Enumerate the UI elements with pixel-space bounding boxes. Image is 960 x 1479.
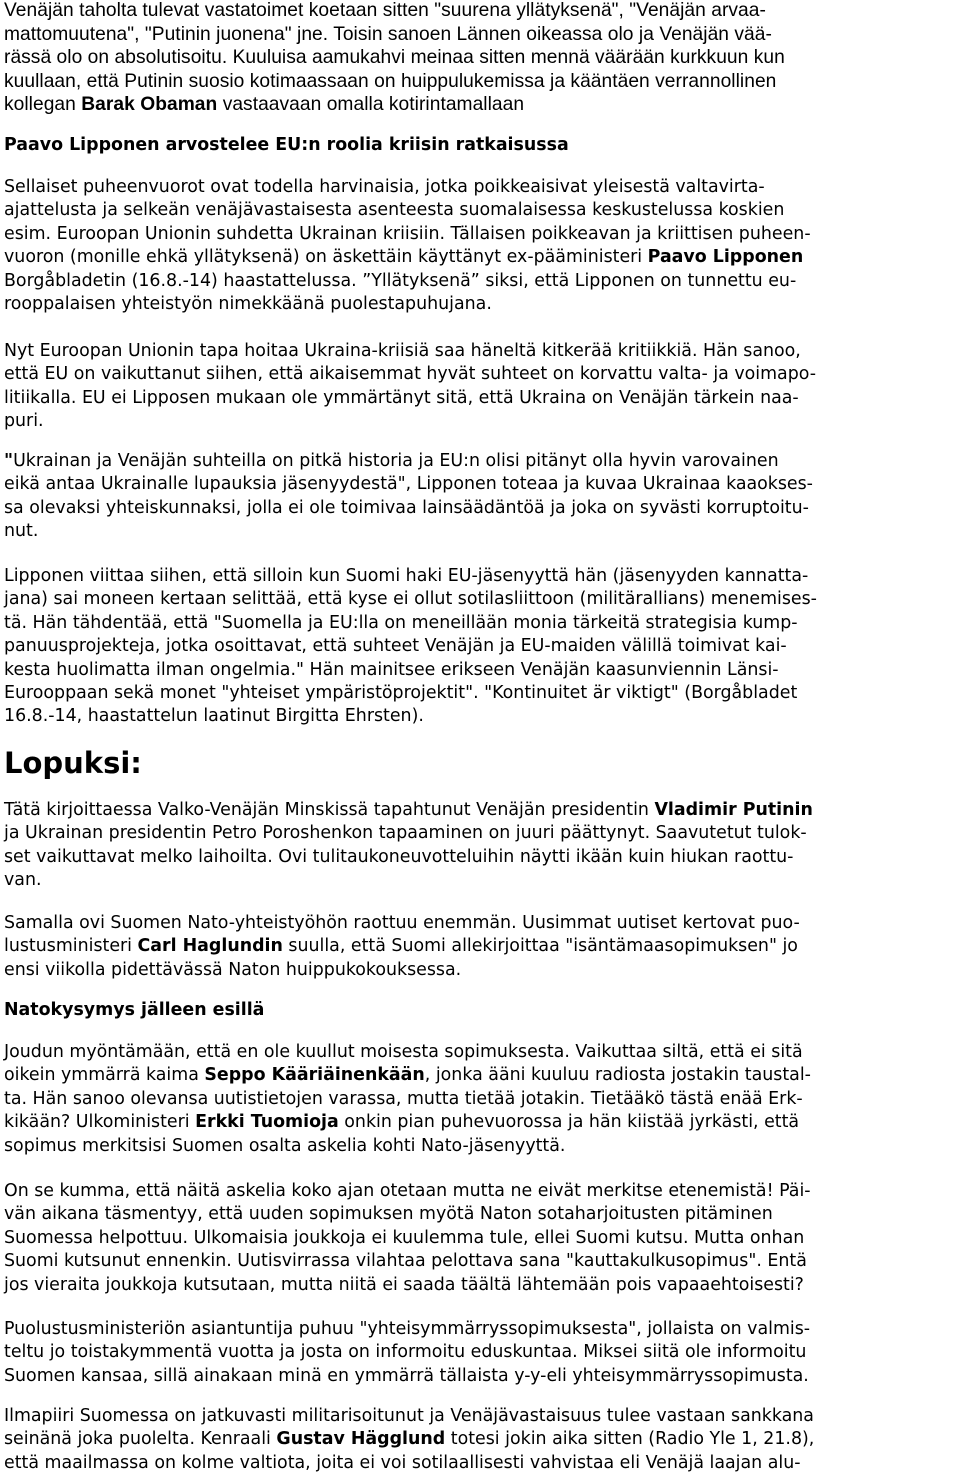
text-run: Lipponen viittaa siihen, että silloin kun Suomi haki EU-jäsenyyttä hän (jäsenyyden kannatta- (4, 566, 809, 586)
text-run: totesi jokin aika sitten (Radio Yle 1, 21.8), (445, 1429, 815, 1450)
text-line (4, 1111, 811, 1134)
text-line (4, 799, 813, 822)
section-heading-lopuksi: Lopuksi: (4, 746, 142, 780)
text-run: Suomen kansaa, sillä ainakaan minä en ymmärrä tällaista y-y-eli yhteisymmärryssopimusta. (4, 1365, 809, 1386)
text-line (4, 1180, 811, 1203)
text-run: ajattelusta ja selkeän venäjävastaisesta asenteesta suomalaisessa keskustelussa koskien (4, 200, 785, 221)
text-line (4, 1365, 810, 1388)
text-line (4, 935, 800, 958)
bold-name: " (4, 451, 14, 471)
text-line (4, 1405, 814, 1428)
text-run: nut. (4, 521, 39, 542)
text-line (4, 565, 817, 588)
text-run: rooppalaisen yhteistyön nimekkäänä puolestapuhujana. (4, 293, 492, 314)
text-line (4, 387, 816, 410)
text-run: litiikalla. EU ei Lipposen mukaan ole ymmärtänyt sitä, että Ukraina on Venäjän tärkein naa- (4, 387, 799, 408)
text-line (4, 70, 785, 94)
text-run: ta. Hän sanoo olevansa uutistietojen varassa, mutta tietää jotakin. Tietääkö tästä enää Erk- (4, 1088, 803, 1109)
text-line (4, 659, 817, 682)
text-line (4, 1135, 811, 1158)
paragraph-host-nation-agreement (4, 1041, 811, 1158)
text-line (4, 588, 817, 611)
text-line (4, 612, 817, 635)
text-line (4, 176, 811, 199)
text-run: sa olevaksi yhteiskunnaksi, jolla ei ole toimivaa lainsäädäntöä ja joka on syvästi korruptoitu- (4, 497, 809, 518)
text-line (4, 1428, 814, 1451)
text-run: kollegan (4, 94, 82, 116)
text-run: oikein ymmärrä kaima (4, 1065, 205, 1086)
text-run: suulla, että Suomi allekirjoittaa "isäntämaasopimuksen" jo (282, 936, 798, 957)
text-run: kuullaan, että Putinin suosio kotimaassaan on huippulukemissa ja kääntäen verrannollinen (4, 70, 777, 92)
bold-name: Seppo Kääriäinenkään (204, 1065, 425, 1086)
text-line (4, 1088, 811, 1111)
paragraph-militarization (4, 1405, 814, 1475)
text-run: sopimus merkitsisi Suomen osalta askelia kohti Nato-jäsenyyttä. (4, 1135, 566, 1156)
text-run: 16.8.-14, haastattelun laatinut Birgitta Ehrsten). (4, 706, 424, 727)
bold-name: Barak Obaman (81, 94, 218, 116)
lead-paragraph (4, 0, 785, 117)
text-line (4, 0, 785, 23)
text-line (4, 1274, 811, 1297)
text-run: eikä antaa Ukrainalle lupauksia jäsenyydestä", Lipponen toteaa ja kuvaa Ukrainaa kaaokses- (4, 474, 813, 495)
text-run: Borgåbladetin (16.8.-14) haastattelussa. ”Yllätyksenä” siksi, että Lipponen on tunnettu eu- (4, 270, 797, 291)
text-run: jos vieraita joukkoja kutsutaan, mutta niitä ei saada täältä lähtemään pois vapaaehtoisesti? (4, 1274, 804, 1295)
text-line (4, 93, 785, 117)
text-run: Suomessa helpottuu. Ulkomaisia joukkoja ei kuulemma tule, ellei Suomi kutsu. Mutta onhan (4, 1227, 805, 1248)
text-line (4, 1341, 810, 1364)
text-run: ensi viikolla pidettävässä Naton huippukokouksessa. (4, 959, 462, 980)
text-run: On se kumma, että näitä askelia koko ajan otetaan mutta ne eivät merkitse etenemistä! Päi- (4, 1181, 811, 1201)
text-line (4, 520, 813, 543)
text-line (4, 270, 811, 293)
text-line (4, 450, 813, 473)
text-run: panuusprojekteja, jotka osoittavat, että suhteet Venäjän ja EU-maiden välillä toimivat kai- (4, 636, 787, 657)
text-run: tä. Hän tähdentää, että "Suomella ja EU:lla on meneillään monia tärkeitä strategisia kump- (4, 612, 798, 633)
text-run: Sellaiset puheenvuorot ovat todella harvinaisia, jotka poikkeaisivat yleisestä valtavirta- (4, 177, 765, 197)
section-heading-natokysymys: Natokysymys jälleen esillä (4, 1000, 265, 1020)
text-line (4, 1064, 811, 1087)
paragraph-minsk-meeting (4, 799, 813, 893)
text-line (4, 1041, 811, 1064)
text-run: van. (4, 870, 42, 891)
text-line (4, 1318, 810, 1341)
bold-name: Gustav Hägglund (276, 1429, 446, 1450)
text-run: Suomi kutsunut ennenkin. Uutisvirrassa vilahtaa pelottava sana "kauttakulkusopimus". Entä (4, 1251, 807, 1272)
text-run: Tätä kirjoittaessa Valko-Venäjän Minskissä tapahtunut Venäjän presidentin (4, 800, 655, 820)
text-run: lustusministeri (4, 936, 138, 957)
text-run: Joudun myöntämään, että en ole kuullut moisesta sopimuksesta. Vaikuttaa siltä, että ei sitä (4, 1042, 803, 1062)
text-line (4, 340, 816, 363)
text-run: seinänä joka puolelta. Kenraali (4, 1429, 277, 1450)
text-run: set vaikuttavat melko laihoilta. Ovi tulitaukoneuvotteluihin näytti ikään kuin hiukan raottu- (4, 846, 794, 867)
text-run: vän aikana täsmentyy, että uuden sopimuksen myötä Naton sotaharjoitusten pitäminen (4, 1204, 773, 1225)
text-run: Eurooppaan sekä monet "yhteiset ympäristöprojektit". "Kontinuitet är viktigt" (Borgåbladet (4, 682, 798, 703)
text-line (4, 1452, 814, 1475)
paragraph-lipponen-intro (4, 176, 811, 316)
text-line (4, 682, 817, 705)
text-line (4, 846, 813, 869)
text-line (4, 497, 813, 520)
text-run: teltu jo toistakymmentä vuotta ja josta on informoitu eduskuntaa. Miksei siitä ole informoitu (4, 1342, 807, 1363)
text-line (4, 410, 816, 433)
text-run: , jonka ääni kuuluu radiosta jostakin taustal- (424, 1065, 811, 1086)
text-line (4, 959, 800, 982)
text-line (4, 1203, 811, 1226)
bold-name: Vladimir Putinin (654, 800, 813, 820)
text-line (4, 822, 813, 845)
text-line (4, 293, 811, 316)
text-line (4, 869, 813, 892)
text-line (4, 473, 813, 496)
text-run: Samalla ovi Suomen Nato-yhteistyöhön raottuu enemmän. Uusimmat uutiset kertovat puo- (4, 913, 800, 933)
text-run: Puolustusministeriön asiantuntija puhuu "yhteisymmärryssopimuksesta", jollaista on valmis- (4, 1319, 811, 1339)
text-run: Venäjän taholta tulevat vastatoimet koetaan sitten "suurena yllätyksenä", "Venäjän arvaa- (4, 0, 766, 21)
text-line (4, 635, 817, 658)
text-run: kesta huolimatta ilman ongelmia." Hän mainitsee erikseen Venäjän kaasunviennin Länsi- (4, 659, 779, 680)
paragraph-eu-membership (4, 565, 817, 729)
paragraph-eu-criticism (4, 340, 816, 434)
text-line (4, 199, 811, 222)
text-run: että EU on vaikuttanut siihen, että aikaisemmat hyvät suhteet on korvattu valta- ja voimapo- (4, 364, 816, 385)
paragraph-ukraine-quote (4, 450, 813, 544)
text-run: Ilmapiiri Suomessa on jatkuvasti militarisoitunut ja Venäjävastaisuus tulee vastaan sankkana (4, 1406, 814, 1426)
text-line (4, 363, 816, 386)
paragraph-understanding-agreement (4, 1318, 810, 1388)
text-run: mattomuutena", "Putinin juonena" jne. Toisin sanoen Lännen oikeassa olo ja Venäjän vää- (4, 23, 772, 45)
text-line (4, 46, 785, 70)
text-run: Nyt Euroopan Unionin tapa hoitaa Ukraina-kriisiä saa häneltä kitkerää kritiikkiä. Hän sanoo, (4, 341, 801, 361)
text-run: Ukrainan ja Venäjän suhteilla on pitkä historia ja EU:n olisi pitänyt olla hyvin varovainen (13, 451, 779, 471)
bold-name: Erkki Tuomioja (195, 1112, 339, 1133)
paragraph-military-exercises (4, 1180, 811, 1297)
text-line (4, 223, 811, 246)
text-line (4, 705, 817, 728)
text-run: ja Ukrainan presidentin Petro Poroshenkon tapaaminen on juuri päättynyt. Saavutetut tulok- (4, 823, 807, 844)
text-run: että maailmassa on kolme valtiota, joita ei voi sotilaallisesti vahvistaa eli Venäjä laajan alu- (4, 1452, 801, 1473)
text-run: jana) sai moneen kertaan selittää, että kyse ei ollut sotilasliittoon (militärallians) menemises- (4, 589, 817, 610)
paragraph-nato-cooperation (4, 912, 800, 982)
text-line (4, 1227, 811, 1250)
text-run: puri. (4, 411, 44, 432)
text-run: onkin pian puhevuorossa ja hän kiistää jyrkästi, että (338, 1112, 800, 1133)
bold-name: Carl Haglundin (137, 936, 283, 957)
bold-name: Paavo Lipponen (647, 247, 804, 268)
text-run: vuoron (monille ehkä yllätyksenä) on äskettäin käyttänyt ex-pääministeri (4, 247, 648, 268)
text-line (4, 912, 800, 935)
text-run: esim. Euroopan Unionin suhdetta Ukrainan kriisiin. Tällaisen poikkeavan ja kriittisen puheen- (4, 223, 811, 244)
text-run: kikään? Ulkoministeri (4, 1112, 196, 1133)
text-run: vastaavaan omalla kotirintamallaan (217, 94, 525, 116)
text-line (4, 23, 785, 47)
section-heading-lipponen: Paavo Lipponen arvostelee EU:n roolia kriisin ratkaisussa (4, 135, 569, 155)
text-line (4, 1250, 811, 1273)
text-run: rässä olo on absolutisoitu. Kuuluisa aamukahvi meinaa sitten mennä väärään kurkkuun kun (4, 47, 785, 69)
text-line (4, 246, 811, 269)
